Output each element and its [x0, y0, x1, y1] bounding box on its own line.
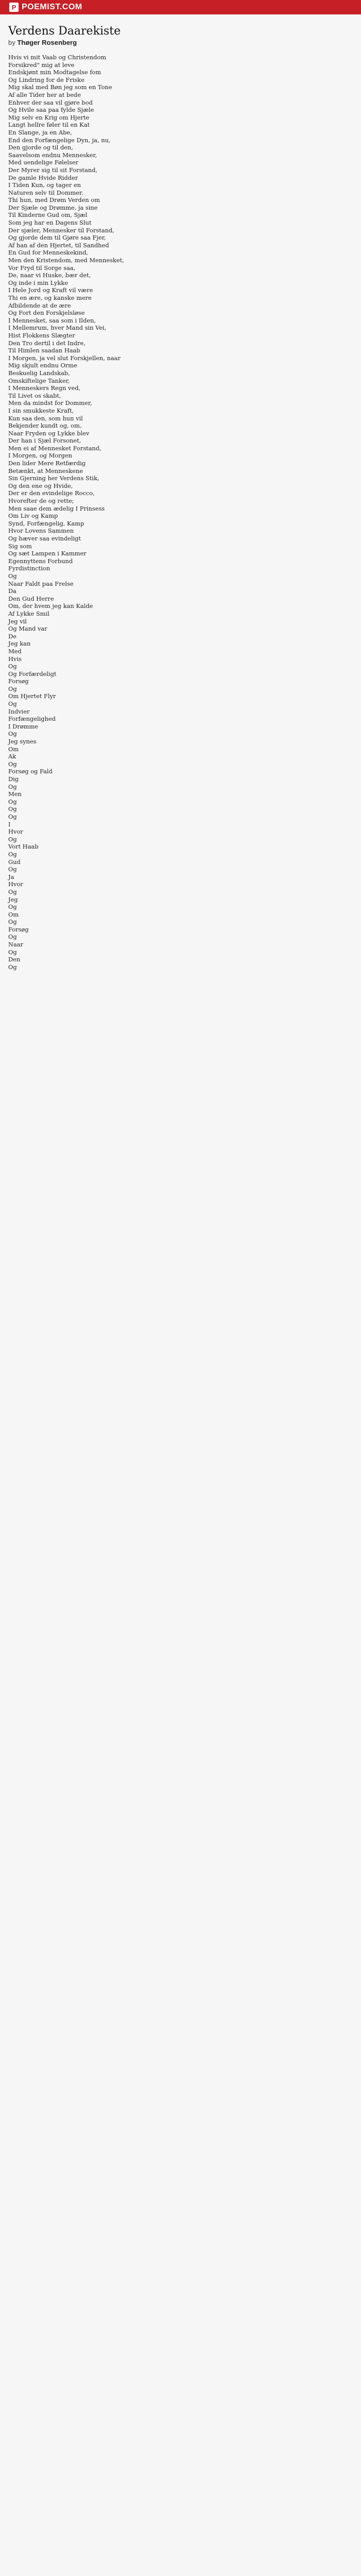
poem-line: Og Mand var	[8, 625, 47, 633]
poem-line: Til Livet os skabt,	[8, 392, 61, 399]
poem-line: Forsøg og Fald	[8, 768, 53, 775]
poem-line: Og	[8, 888, 17, 895]
poem-line: Hvis vi mit Vaab og Christendom	[8, 54, 106, 61]
poem-line: Da	[8, 587, 17, 595]
poem-line: Og	[8, 663, 17, 670]
poem-line: I	[8, 820, 11, 828]
poem-line: Fyrdistinction	[8, 565, 50, 572]
site-logo-text[interactable]: POEMIST.COM	[22, 3, 83, 11]
poem-line: Vor Fryd til Sorge saa,	[8, 264, 76, 272]
poem-line: Den lider Mere Retfærdig	[8, 460, 86, 467]
poem-line: Forsøg	[8, 925, 29, 933]
poem-line: Ak	[8, 753, 17, 760]
poem-line: Hvor	[8, 880, 23, 888]
poem-line: End den Forfængelige Dyn, ja, nu,	[8, 136, 111, 144]
poem-line: Betænkt, at Menneskene	[8, 467, 83, 474]
poem-line: Og hæver saa evindeligt	[8, 535, 81, 542]
poem-line: Og	[8, 933, 17, 941]
poem-line: Om, der hvem jeg kan Kalde	[8, 602, 93, 610]
poem-line: Men	[8, 790, 22, 798]
poem-line: Med uendelige Følelser	[8, 159, 78, 166]
byline-prefix: by	[8, 39, 15, 46]
poem-line: Forsikred" mig at leve	[8, 61, 75, 69]
poem-line: Af alle Tider her at bede	[8, 91, 81, 98]
poem-line: Som jeg har en Dagens Slut	[8, 219, 92, 227]
poem-line: Hvorefter de og rette;	[8, 497, 74, 505]
poem-line: Langt hellre føler til en Kat	[8, 121, 90, 129]
poem-line: Den	[8, 956, 21, 963]
poem-line: Der Myrer sig til sit Forstand,	[8, 166, 97, 174]
poem-line: Og	[8, 963, 17, 971]
poem-line: Endskjønt min Modtagelse fom	[8, 69, 101, 76]
poem-line: Sin Gjerning her Verdens Stik,	[8, 474, 100, 482]
poem-line: Indvier	[8, 707, 30, 715]
poem-line: Mig skjult endnu Orme	[8, 362, 77, 369]
poem-line: Og	[8, 850, 17, 858]
poem-line: Jeg synes	[8, 738, 37, 745]
poem-line: Vort Haab	[8, 843, 39, 851]
poem-line: Kun saa den, som hun vil	[8, 414, 83, 422]
poem-line: Mig skal med Bøn jeg som en Tone	[8, 83, 112, 91]
poem-line: Dig	[8, 775, 19, 783]
poem-line: Og gjorde dem til Gjøre saa Fjer,	[8, 234, 106, 242]
poem-line: Ja	[8, 873, 14, 880]
poem-line: En Slange, ja en Abe,	[8, 128, 72, 136]
poem-line: Til Himlen saadan Haab	[8, 347, 80, 354]
poem-line: Om Hjertet Flyr	[8, 692, 56, 700]
poem-line: Jeg vil	[8, 617, 27, 625]
site-header	[0, 0, 361, 14]
poem-line: Naar	[8, 941, 23, 948]
poem-line: Thi en ære, og kanske mere	[8, 294, 92, 301]
poem-line: I Morgen, ja vel slut Forskjellen, naar	[8, 354, 121, 362]
poem-line: Thi hun, med Drøm Verden om	[8, 196, 100, 204]
poem-line: Beskuelig Landskab,	[8, 369, 70, 377]
poem-line: Omskiftelige Tanker,	[8, 377, 70, 384]
poem-line: Og	[8, 918, 17, 926]
poem-line: Til Kinderne Gud om, Sjæl	[8, 211, 88, 219]
poem-line: Der er den evindelige Rocco,	[8, 489, 95, 497]
poem-line: I Menneskers Regn ved,	[8, 384, 80, 392]
poem-line: I Mennesket, saa som i Ilden,	[8, 316, 96, 324]
poem-line: Og Lindring for de Friske	[8, 76, 85, 83]
poem-line: En Gud for Menneskekind,	[8, 249, 88, 257]
poem-line: Enhver der saa vil gjøre bod	[8, 98, 93, 106]
poem-line: Og	[8, 798, 17, 805]
poem-line: Forfængelighed	[8, 715, 56, 723]
poem-line: Om	[8, 745, 19, 753]
poem-line: De	[8, 632, 17, 640]
poem-line: I Mellemrum, hver Mand sin Vei,	[8, 324, 107, 332]
poem-line: Men den Kristendom, med Mennesket,	[8, 257, 124, 264]
poem-line: Og Hvile saa paa fylde Sjæle	[8, 106, 94, 114]
poem-line: I sin smukkeste Kraft,	[8, 406, 74, 414]
poem-line: Egennyttens Forbund	[8, 557, 73, 565]
poem-line: Men saae dem ædelig I Prinsess	[8, 504, 105, 512]
poem-line: I Morgen, og Morgen	[8, 452, 72, 460]
poem-line: Om	[8, 910, 19, 918]
poem-line: Bekjender kundt og, om,	[8, 422, 82, 430]
poem-line: I Tiden Kun, og tager en	[8, 181, 81, 189]
poem-line: Jeg	[8, 895, 18, 903]
poem-title: Verdens Daarekiste	[8, 25, 121, 38]
poem-line: Og Forfærdeligt	[8, 670, 57, 677]
poem-line: Hvor Lovens Sammen	[8, 527, 74, 535]
poem-line: Og	[8, 760, 17, 768]
poem-line: Der Sjæle og Drømme, ja sine	[8, 204, 98, 211]
poem-content	[0, 14, 361, 2576]
poem-line: Og	[8, 903, 17, 911]
poem-line: Der han i Sjæl Forsonet,	[8, 437, 81, 445]
poem-line: Den Tro dertil i det Indre,	[8, 339, 86, 347]
poem-line: Naturen selv til Dommer.	[8, 189, 84, 196]
poem-line: Synd, Forfængelig, Kamp	[8, 519, 85, 527]
poem-line: Jeg kan	[8, 640, 31, 648]
poem-line: Og Fort den Forskjelsløse	[8, 309, 85, 317]
poem-line: Og	[8, 783, 17, 790]
poem-line: Afbildende at de ære	[8, 301, 71, 309]
poem-line: Og	[8, 948, 17, 956]
poem-line: Den Gud Herre	[8, 595, 54, 602]
poem-line: Og	[8, 866, 17, 873]
poem-line: Af han af den Hjertet, til Sandhed	[8, 241, 109, 249]
poem-line: Og	[8, 812, 17, 820]
poem-line: Og sæt Lampen i Kammer	[8, 550, 87, 557]
poem-line: Hist Flokkens Slægter	[8, 331, 75, 339]
poem-line: Der sjæler, Mennesker til Forstand,	[8, 226, 114, 234]
poem-line: Men ei af Mennesket Forstand,	[8, 444, 102, 452]
poem-byline	[8, 39, 353, 46]
poem-line: Naar Faldt paa Frelse	[8, 580, 74, 587]
poem-body	[8, 54, 353, 971]
poem-line: Og	[8, 730, 17, 738]
author-link[interactable]: Thøger Rosenberg	[17, 39, 77, 46]
poem-line: Sig som	[8, 542, 32, 550]
poem-line: Men da mindst for Dommer,	[8, 399, 92, 407]
poem-line: Og	[8, 805, 17, 813]
poem-line: Med	[8, 647, 22, 655]
site-logo-icon[interactable]: P	[9, 3, 19, 12]
poem-line: Mig selv en Krig om Hjerte	[8, 113, 89, 121]
poem-line: Hvor	[8, 828, 23, 836]
poem-line: I Hele Jord og Kraft vil være	[8, 286, 93, 294]
poem-line: Og	[8, 685, 17, 692]
poem-line: Hvis	[8, 655, 22, 663]
poem-line: Og	[8, 835, 17, 843]
poem-line: Af Lykke Smil	[8, 609, 50, 617]
poem-line: Og den ene og Hvide,	[8, 482, 73, 489]
poem-line: Den gjorde og til den,	[8, 144, 73, 151]
poem-line: Saavelsom endnu Mennesker,	[8, 151, 97, 159]
poem-line: Og	[8, 700, 17, 708]
poem-line: Forsøg	[8, 677, 29, 685]
poem-line: Gud	[8, 858, 21, 866]
poem-line: Naar Fryden og Lykke blev	[8, 429, 90, 437]
poem-line: De gamle Hvide Ridder	[8, 174, 78, 181]
poem-line: Om Liv og Kamp	[8, 512, 58, 520]
poem-line: I Drømme	[8, 722, 38, 730]
poem-line: Og inde i min Lykke	[8, 279, 68, 286]
poem-line: De, naar vi Huske, bær det,	[8, 272, 91, 279]
poem-line: Og	[8, 572, 17, 580]
